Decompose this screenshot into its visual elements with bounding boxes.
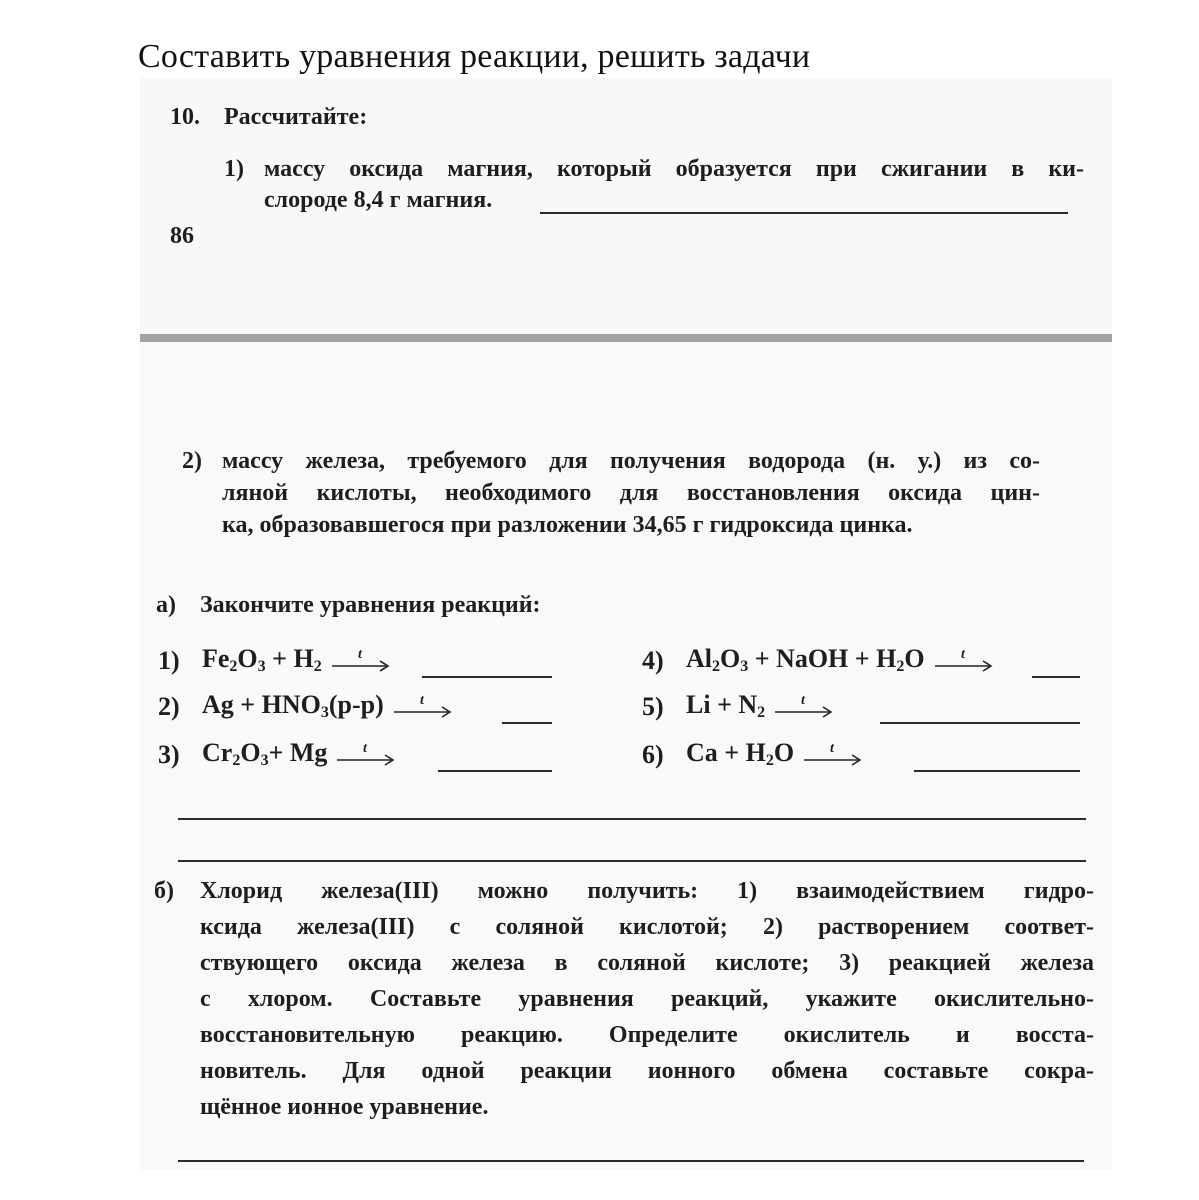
item2-line1: массу железа, требуемого для получения водорода (н. у.) из со-	[222, 448, 1040, 474]
item2-line3: ка, образовавшегося при разложении 34,65 г гидроксида цинка.	[222, 512, 913, 538]
page-divider	[140, 334, 1112, 342]
equation-1	[158, 644, 400, 676]
equation-number: 5)	[642, 692, 664, 721]
part-b-line-4: с хлором. Составьте уравнения реакций, укажите окислительно-	[200, 986, 1094, 1012]
part-b-line-5: восстановительную реакцию. Определите окислитель и восста-	[200, 1022, 1094, 1048]
equation-formula: $Cr_2O_3+ Mg$	[202, 738, 328, 769]
part-b-line-1: Хлорид железа(III) можно получить: 1) взаимодействием гидро-	[200, 878, 1094, 904]
equation-formula: $Fe_2O_3 + H_2$	[202, 644, 322, 675]
equation-number: 4)	[642, 646, 664, 675]
equation-3	[158, 738, 405, 770]
svg-text:t: t	[363, 741, 368, 756]
task-number: 10.	[170, 104, 200, 130]
answer-blank-2	[502, 722, 552, 724]
reaction-arrow-icon	[802, 741, 864, 770]
answer-blank-4	[1032, 676, 1080, 678]
equation-5	[642, 690, 843, 722]
equation-4	[642, 644, 1003, 676]
item1-line1: массу оксида магния, который образуется при сжигании в ки-	[264, 156, 1084, 182]
task-title: Рассчитайте:	[224, 104, 368, 130]
equation-formula: $Al_2O_3$ + NaOH + $H_2O$	[686, 644, 925, 675]
svg-text:t: t	[830, 741, 834, 756]
part-a-label: а)	[156, 592, 176, 618]
page-number: 86	[170, 223, 194, 249]
part-b-line-7: щённое ионное уравнение.	[200, 1094, 489, 1120]
item2-line2: ляной кислоты, необходимого для восстановления оксида цин-	[222, 480, 1040, 506]
answer-line-item1	[540, 212, 1068, 214]
svg-text:t: t	[801, 693, 806, 708]
equation-formula: $Ca + H_2O$	[686, 738, 795, 769]
svg-text:t: t	[960, 647, 965, 662]
equation-number: 3)	[158, 740, 180, 769]
answer-blank-1	[422, 676, 552, 678]
equation-2	[158, 690, 462, 722]
part-b-line-6: новитель. Для одной реакции ионного обмена составьте сокра-	[200, 1058, 1094, 1084]
reaction-arrow-icon	[773, 693, 835, 722]
answer-blank-5	[880, 722, 1080, 724]
svg-text:t: t	[357, 647, 362, 662]
part-b-line-2: ксида железа(III) с соляной кислотой; 2) растворением соответ-	[200, 914, 1094, 940]
reaction-arrow-icon	[330, 647, 392, 676]
equation-formula: $Li + N_2$	[686, 690, 766, 721]
reaction-arrow-icon	[392, 693, 454, 722]
answer-blank-6	[914, 770, 1080, 772]
part-b-label: б)	[154, 878, 174, 904]
equation-number: 2)	[158, 692, 180, 721]
reaction-arrow-icon	[335, 741, 397, 770]
equation-formula: $Ag + HNO_3(р-р)$	[202, 690, 384, 721]
answer-line-a2	[178, 860, 1086, 862]
equation-number: 1)	[158, 646, 180, 675]
item1-label: 1)	[224, 156, 244, 182]
worksheet-heading: Составить уравнения реакции, решить задачи	[138, 38, 811, 75]
part-a-title: Закончите уравнения реакций:	[200, 592, 541, 618]
item1-line2: слороде 8,4 г магния.	[264, 187, 493, 213]
answer-line-b	[178, 1160, 1084, 1162]
answer-blank-3	[438, 770, 552, 772]
svg-text:t: t	[419, 693, 424, 708]
answer-line-a1	[178, 818, 1086, 820]
item2-label: 2)	[182, 448, 202, 474]
part-b-line-3: ствующего оксида железа в соляной кислоте; 3) реакцией железа	[200, 950, 1094, 976]
equation-number: 6)	[642, 740, 664, 769]
reaction-arrow-icon	[933, 647, 995, 676]
equation-6	[642, 738, 872, 770]
